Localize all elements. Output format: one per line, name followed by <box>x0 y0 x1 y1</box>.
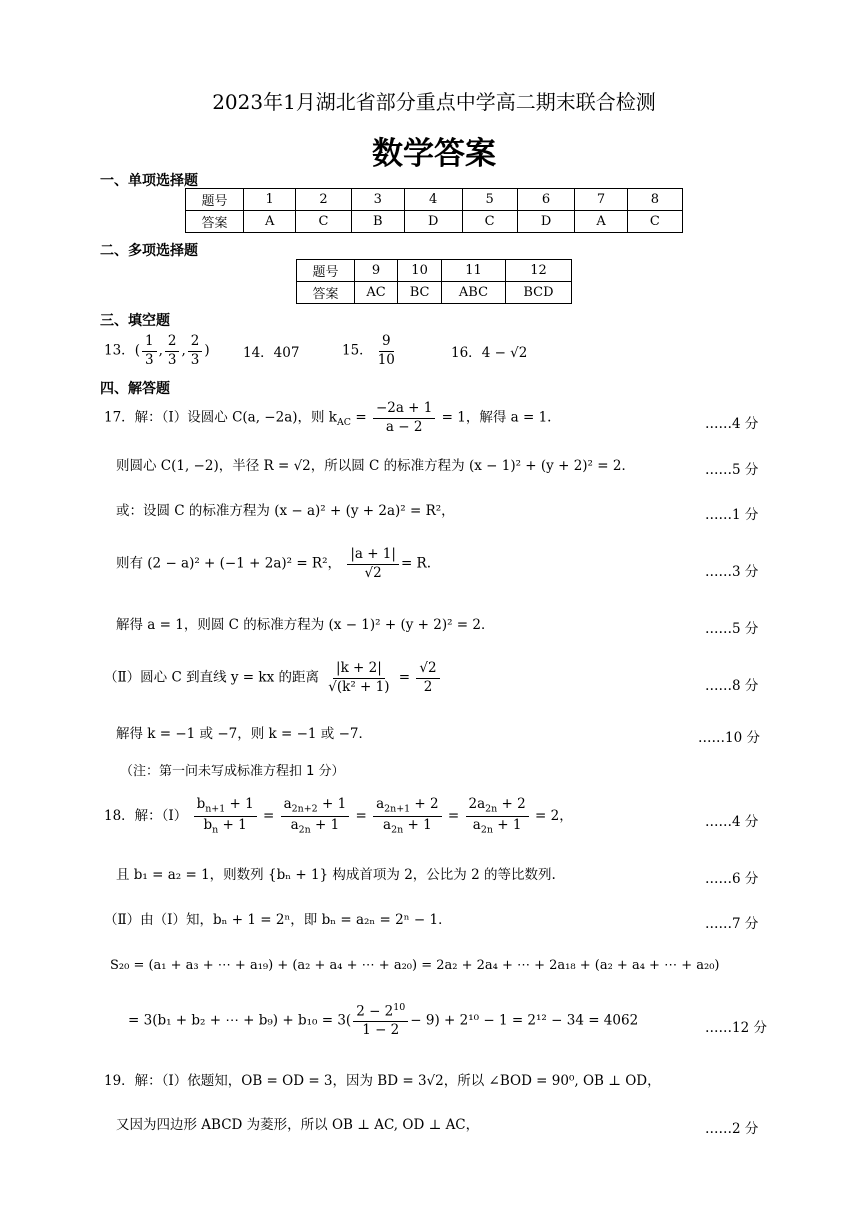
section-heading-multi-choice: 二、多项选择题 <box>100 243 198 259</box>
q17-line-6: （Ⅱ）圆心 C 到直线 y = kx 的距离 $\frac{|k + 2|}{\text{√(k² + 1)}}$ = $\frac{√2}{2}$ <box>104 660 442 696</box>
text: ，解得 a = 1. <box>465 409 552 426</box>
table-cell: 8 <box>627 189 682 211</box>
q18-line-3: （Ⅱ）由（Ⅰ）知，bₙ + 1 = 2ⁿ，即 bₙ = a₂ₙ = 2ⁿ − 1． <box>104 912 452 928</box>
table-cell: 答案 <box>186 211 244 233</box>
table-cell: 1 <box>244 189 296 211</box>
table-row <box>186 211 683 233</box>
q17-line-1: 17．解：（Ⅰ）设圆心 C(a, −2a)，则 $k_{AC}$ = $\frac{-2a + 1}{a - 2}$ = 1，解得 a = 1. <box>104 400 552 435</box>
table-row <box>186 189 683 211</box>
text: 17．解：（Ⅰ）设圆心 <box>104 409 228 426</box>
score-mark: ……5 分 <box>705 621 759 637</box>
table-cell: 9 <box>355 260 398 282</box>
score-mark: ……7 分 <box>705 916 759 932</box>
q17-line-7: 解得 k = −1 或 −7，则 k = −1 或 −7． <box>116 726 372 742</box>
score-mark: ……10 分 <box>698 730 760 746</box>
table-cell: C <box>296 211 351 233</box>
score-mark: ……8 分 <box>705 678 759 694</box>
table-row <box>297 260 572 282</box>
table-cell: 5 <box>462 189 517 211</box>
q18-line-4: S₂₀ = (a₁ + a₃ + ⋯ + a₁₉) + (a₂ + a₄ + ⋯ + a₂₀) = 2a₂ + 2a₄ + ⋯ + 2a₁₈ + (a₂ + a₄ + ⋯ + a₂₀) <box>110 958 720 973</box>
section-heading-solutions: 四、解答题 <box>100 381 170 397</box>
table-cell: 2 <box>296 189 351 211</box>
table-cell: C <box>627 211 682 233</box>
table-cell: BC <box>398 282 442 304</box>
table-cell: 12 <box>505 260 571 282</box>
q18-line-2: 且 b₁ = a₂ = 1，则数列 {bₙ + 1} 构成首项为 2，公比为 2 的等比数列. <box>116 867 556 883</box>
q18-line-5: = 3(b₁ + b₂ + ⋯ + b₉) + b₁₀ = 3( $\frac{2 - 2^{10}}{1 - 2}$ − 9) + 2¹⁰ − 1 = 2¹² − 34 = 4062 <box>128 1002 639 1039</box>
single-choice-table <box>185 188 683 233</box>
table-cell: BCD <box>505 282 571 304</box>
section-heading-single-choice: 一、单项选择题 <box>100 173 198 189</box>
q17-line-5: 解得 a = 1，则圆 C 的标准方程为 (x − 1)² + (y + 2)² = 2． <box>116 617 495 633</box>
text: C(a, −2a)，则 k <box>232 409 337 426</box>
q17-note: （注：第一问未写成标准方程扣 1 分） <box>120 764 345 779</box>
question-number: 13． <box>104 342 135 359</box>
text: 18．解：（Ⅰ） <box>104 807 188 824</box>
q17-line-4: 则有 (2 − a)² + (−1 + 2a)² = R²， $\frac{|a + 1|}{√2}$ = R. <box>116 546 432 581</box>
text: 则有 (2 − a)² + (−1 + 2a)² = R²， <box>116 555 342 572</box>
table-cell: 7 <box>575 189 627 211</box>
table-cell: 6 <box>517 189 575 211</box>
table-cell: 3 <box>351 189 404 211</box>
multi-choice-table <box>296 259 572 304</box>
answer-value: 4 − √2 <box>481 345 528 361</box>
table-cell: 题号 <box>297 260 355 282</box>
answer-15: 15． $\frac{9}{10}$ <box>342 333 395 368</box>
q17-line-2: 则圆心 C(1, −2)，半径 R = √2，所以圆 C 的标准方程为 (x − 1)² + (y + 2)² = 2． <box>116 458 635 474</box>
table-cell: 10 <box>398 260 442 282</box>
q19-line-1: 19．解：（Ⅰ）依题知，OB = OD = 3，因为 BD = 3√2，所以 ∠BOD = 90⁰, OB ⊥ OD， <box>104 1073 661 1089</box>
answer-16 <box>451 345 527 361</box>
table-cell: AC <box>355 282 398 304</box>
text: − 9) + 2¹⁰ − 1 = 2¹² − 34 = 4062 <box>410 1012 639 1029</box>
table-cell: ABC <box>442 282 506 304</box>
table-cell: D <box>517 211 575 233</box>
answer-13: 13．( $\frac{1}{3}$ , $\frac{2}{3}$ , $\frac{2}{3}$ ) <box>104 333 210 368</box>
q17-line-3: 或：设圆 C 的标准方程为 (x − a)² + (y + 2a)² = R²， <box>116 503 455 519</box>
score-mark: ……6 分 <box>705 871 759 887</box>
table-cell: A <box>575 211 627 233</box>
table-cell: D <box>404 211 462 233</box>
table-cell: 11 <box>442 260 506 282</box>
answer-14: 14．407 <box>243 345 300 361</box>
score-mark: ……12 分 <box>705 1020 767 1036</box>
text: （Ⅱ）圆心 C 到直线 y = kx 的距离 <box>104 669 319 686</box>
table-cell: B <box>351 211 404 233</box>
document-title: 2023年1月湖北省部分重点中学高二期末联合检测 <box>212 90 656 114</box>
text: = 3(b₁ + b₂ + ⋯ + b₉) + b₁₀ = 3( <box>128 1012 352 1029</box>
question-number: 16． <box>451 345 482 361</box>
table-cell: 答案 <box>297 282 355 304</box>
document-subtitle: 数学答案 <box>372 136 496 172</box>
table-cell: 题号 <box>186 189 244 211</box>
table-cell: C <box>462 211 517 233</box>
q19-line-2: 又因为四边形 ABCD 为菱形，所以 OB ⊥ AC, OD ⊥ AC， <box>116 1117 480 1133</box>
score-mark: ……3 分 <box>705 564 759 580</box>
question-number: 15． <box>342 342 373 359</box>
table-cell: 4 <box>404 189 462 211</box>
q18-line-1: 18．解：（Ⅰ） $\frac{b_{n+1} + 1}{b_n + 1}$ = $\frac{a_{2n+2} + 1}{a_{2n} + 1}$ = $\frac{a_{2n+1} + 2}{a_{2n} + 1}$ = $\frac{2a_{2n} + 2}{a_{2n} + 1}$ = 2， <box>104 796 573 836</box>
text: = R. <box>400 555 432 572</box>
section-heading-fill-blank: 三、填空题 <box>100 313 170 329</box>
table-row <box>297 282 572 304</box>
score-mark: ……4 分 <box>705 416 759 432</box>
score-mark: ……4 分 <box>705 814 759 830</box>
score-mark: ……2 分 <box>705 1121 759 1137</box>
score-mark: ……5 分 <box>705 462 759 478</box>
table-cell: A <box>244 211 296 233</box>
score-mark: ……1 分 <box>705 507 759 523</box>
